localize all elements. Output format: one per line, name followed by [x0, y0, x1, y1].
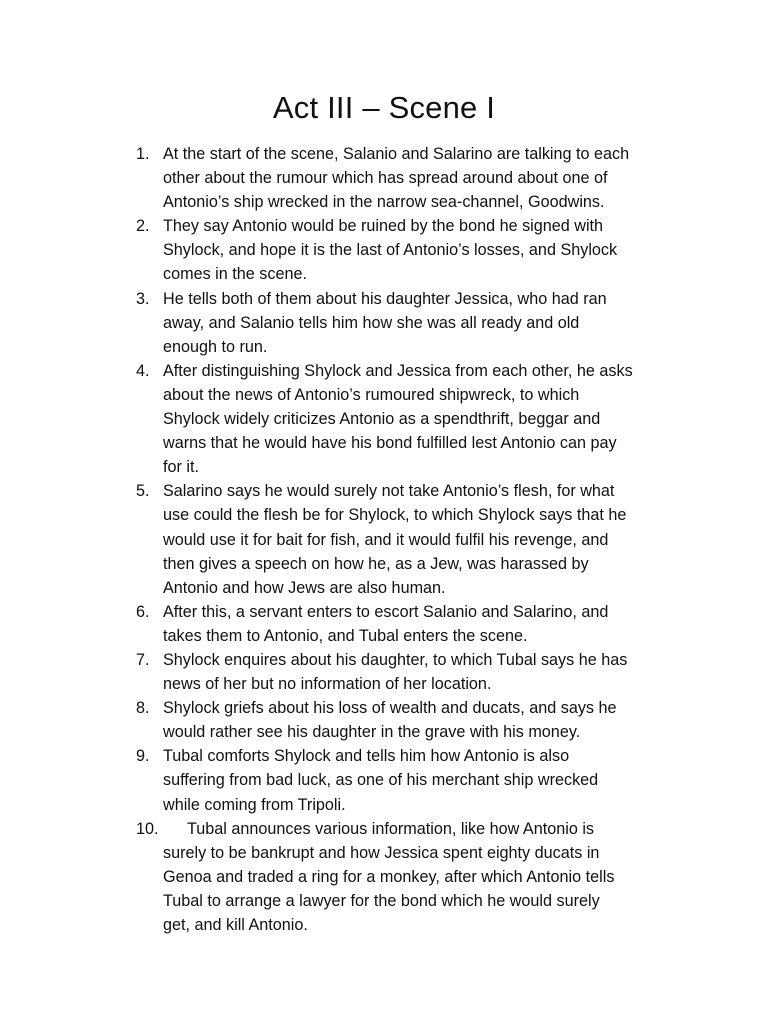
item-line: He tells both of them about his daughter Jessica, who had ran — [163, 289, 607, 308]
item-line: Salarino says he would surely not take Antonio’s flesh, for what — [163, 482, 615, 501]
list-item — [136, 817, 676, 937]
item-number: 6. — [136, 602, 150, 621]
item-line: Antonio and how Jews are also human. — [163, 578, 446, 597]
item-line: while coming from Tripoli. — [163, 795, 346, 814]
item-line: surely to be bankrupt and how Jessica spent eighty ducats in — [163, 843, 600, 862]
item-line: enough to run. — [163, 337, 268, 356]
list-item — [136, 214, 676, 286]
item-line: other about the rumour which has spread around about one of — [163, 169, 608, 188]
list-item — [136, 648, 676, 696]
item-line: Shylock enquires about his daughter, to which Tubal says he has — [163, 650, 628, 669]
item-line: would rather see his daughter in the grave with his money. — [163, 723, 581, 742]
item-number: 5. — [136, 482, 150, 501]
item-number: 10. — [136, 819, 159, 838]
item-line: Tubal to arrange a lawyer for the bond which he would surely — [163, 891, 600, 910]
item-line: Tubal announces various information, like how Antonio is — [187, 819, 595, 838]
item-line: use could the flesh be for Shylock, to which Shylock says that he — [163, 506, 627, 525]
list-item — [136, 287, 676, 359]
item-line: They say Antonio would be ruined by the bond he signed with — [163, 217, 604, 236]
item-line: warns that he would have his bond fulfilled lest Antonio can pay — [163, 434, 617, 453]
item-line: news of her but no information of her location. — [163, 675, 492, 694]
item-number: 9. — [136, 747, 150, 766]
item-line: Shylock griefs about his loss of wealth and ducats, and says he — [163, 699, 617, 718]
item-line: Shylock, and hope it is the last of Antonio’s losses, and Shylock — [163, 241, 618, 260]
item-line: Shylock widely criticizes Antonio as a spendthrift, beggar and — [163, 410, 601, 429]
list-item — [136, 479, 676, 599]
list-item — [136, 142, 676, 214]
item-line: would use it for bait for fish, and it would fulfil his revenge, and — [163, 530, 609, 549]
item-line: takes them to Antonio, and Tubal enters the scene. — [163, 626, 528, 645]
list-item — [136, 600, 676, 648]
item-line: get, and kill Antonio. — [163, 916, 308, 934]
item-line: Antonio’s ship wrecked in the narrow sea-channel, Goodwins. — [163, 193, 605, 212]
item-line: suffering from bad luck, as one of his merchant ship wrecked — [163, 771, 599, 790]
summary-list — [136, 142, 676, 937]
item-number: 4. — [136, 361, 150, 380]
item-line: then gives a speech on how he, as a Jew, was harassed by — [163, 554, 589, 573]
item-line: At the start of the scene, Salanio and Salarino are talking to each — [163, 145, 630, 163]
page-title: Act III – Scene I — [272, 90, 496, 125]
item-line: Tubal comforts Shylock and tells him how Antonio is also — [163, 747, 570, 766]
list-item — [136, 744, 676, 816]
list-item — [136, 359, 676, 479]
item-line: for it. — [163, 458, 199, 477]
item-line: comes in the scene. — [163, 265, 307, 284]
item-line: After this, a servant enters to escort Salanio and Salarino, and — [163, 602, 609, 621]
item-line: Genoa and traded a ring for a monkey, after which Antonio tells — [163, 867, 615, 886]
item-number: 7. — [136, 650, 150, 669]
item-line: about the news of Antonio’s rumoured shipwreck, to which — [163, 385, 580, 404]
list-item — [136, 696, 676, 744]
item-line: After distinguishing Shylock and Jessica from each other, he asks — [163, 361, 633, 380]
item-line: away, and Salanio tells him how she was all ready and old — [163, 313, 580, 332]
item-number: 2. — [136, 217, 150, 236]
item-number: 8. — [136, 699, 150, 718]
item-number: 1. — [136, 145, 150, 163]
item-number: 3. — [136, 289, 150, 308]
